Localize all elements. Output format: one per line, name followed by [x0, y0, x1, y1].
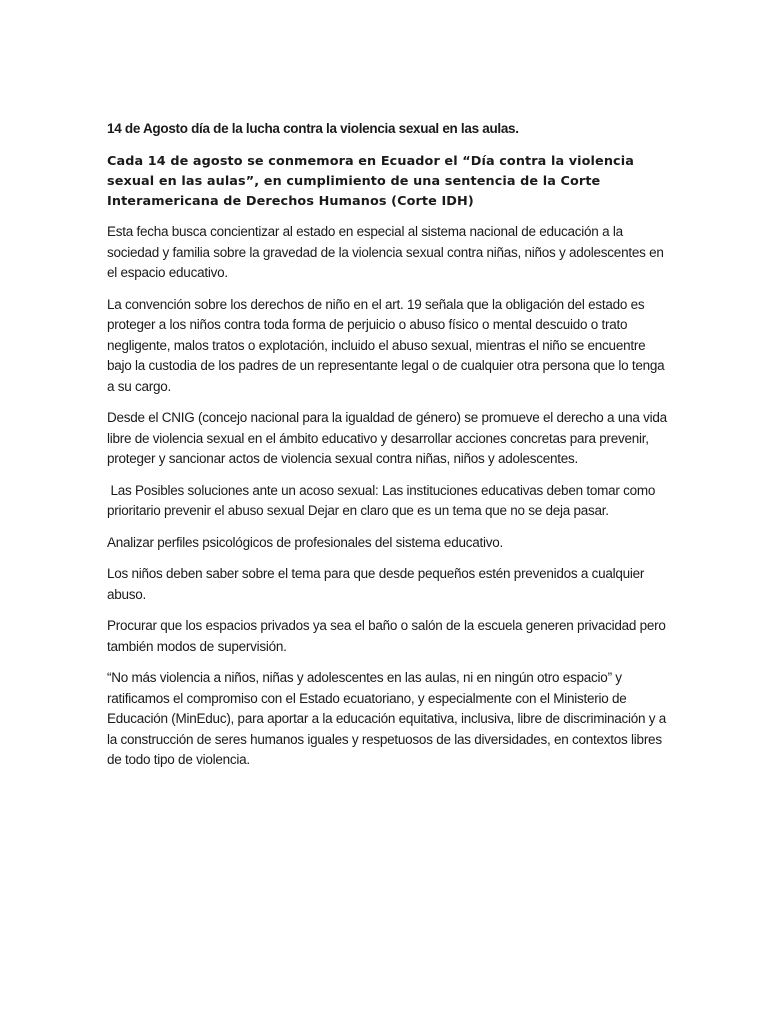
paragraph-5: Analizar perfiles psicológicos de profesionales del sistema educativo.: [107, 534, 503, 550]
document-page: [107, 118, 667, 782]
paragraph-4: Las Posibles soluciones ante un acoso sexual: Las instituciones educativas deben tomar como prioritario prevenir el abuso sexual Dejar en claro que es un tema que no se deja pasar.: [107, 482, 659, 518]
paragraph-2: La convención sobre los derechos de niño en el art. 19 señala que la obligación del estado es proteger a los niños contra toda forma de perjuicio o abuso físico o mental descuido o trato negligente, malos tratos o explotación, incluido el abuso sexual, mientras el niño se encuentre bajo la custodia de los padres de un representante legal o de cualquier otra persona que lo tenga a su cargo.: [107, 296, 665, 394]
paragraph-8: “No más violencia a niños, niñas y adolescentes en las aulas, ni en ningún otro espacio” y ratificamos el compromiso con el Estado ecuatoriano, y especialmente con el Ministerio de Educación (MinEduc), para aportar a la educación equitativa, inclusiva, libre de discriminación y a la construcción de seres humanos iguales y respetuosos de las diversidades, en contextos libres de todo tipo de violencia.: [107, 670, 667, 767]
document-title: 14 de Agosto día de la lucha contra la violencia sexual en las aulas.: [107, 121, 519, 136]
paragraph-7: Procurar que los espacios privados ya sea el baño o salón de la escuela generen privacidad pero también modos de supervisión.: [107, 618, 666, 654]
lead-paragraph: Cada 14 de agosto se conmemora en Ecuador el “Día contra la violencia sexual en las aulas”, en cumplimiento de una sentencia de la Corte Interamericana de Derechos Humanos (Corte IDH): [107, 154, 634, 209]
paragraph-3: Desde el CNIG (concejo nacional para la igualdad de género) se promueve el derecho a una vida libre de violencia sexual en el ámbito educativo y desarrollar acciones concretas para prevenir, proteger y sancionar actos de violencia sexual contra niñas, niños y adolescentes.: [107, 410, 667, 466]
paragraph-6: Los niños deben saber sobre el tema para que desde pequeños estén prevenidos a cualquier abuso.: [107, 566, 645, 602]
paragraph-1: Esta fecha busca concientizar al estado en especial al sistema nacional de educación a la sociedad y familia sobre la gravedad de la violencia sexual contra niñas, niños y adolescentes en el espacio educativo.: [107, 224, 664, 280]
